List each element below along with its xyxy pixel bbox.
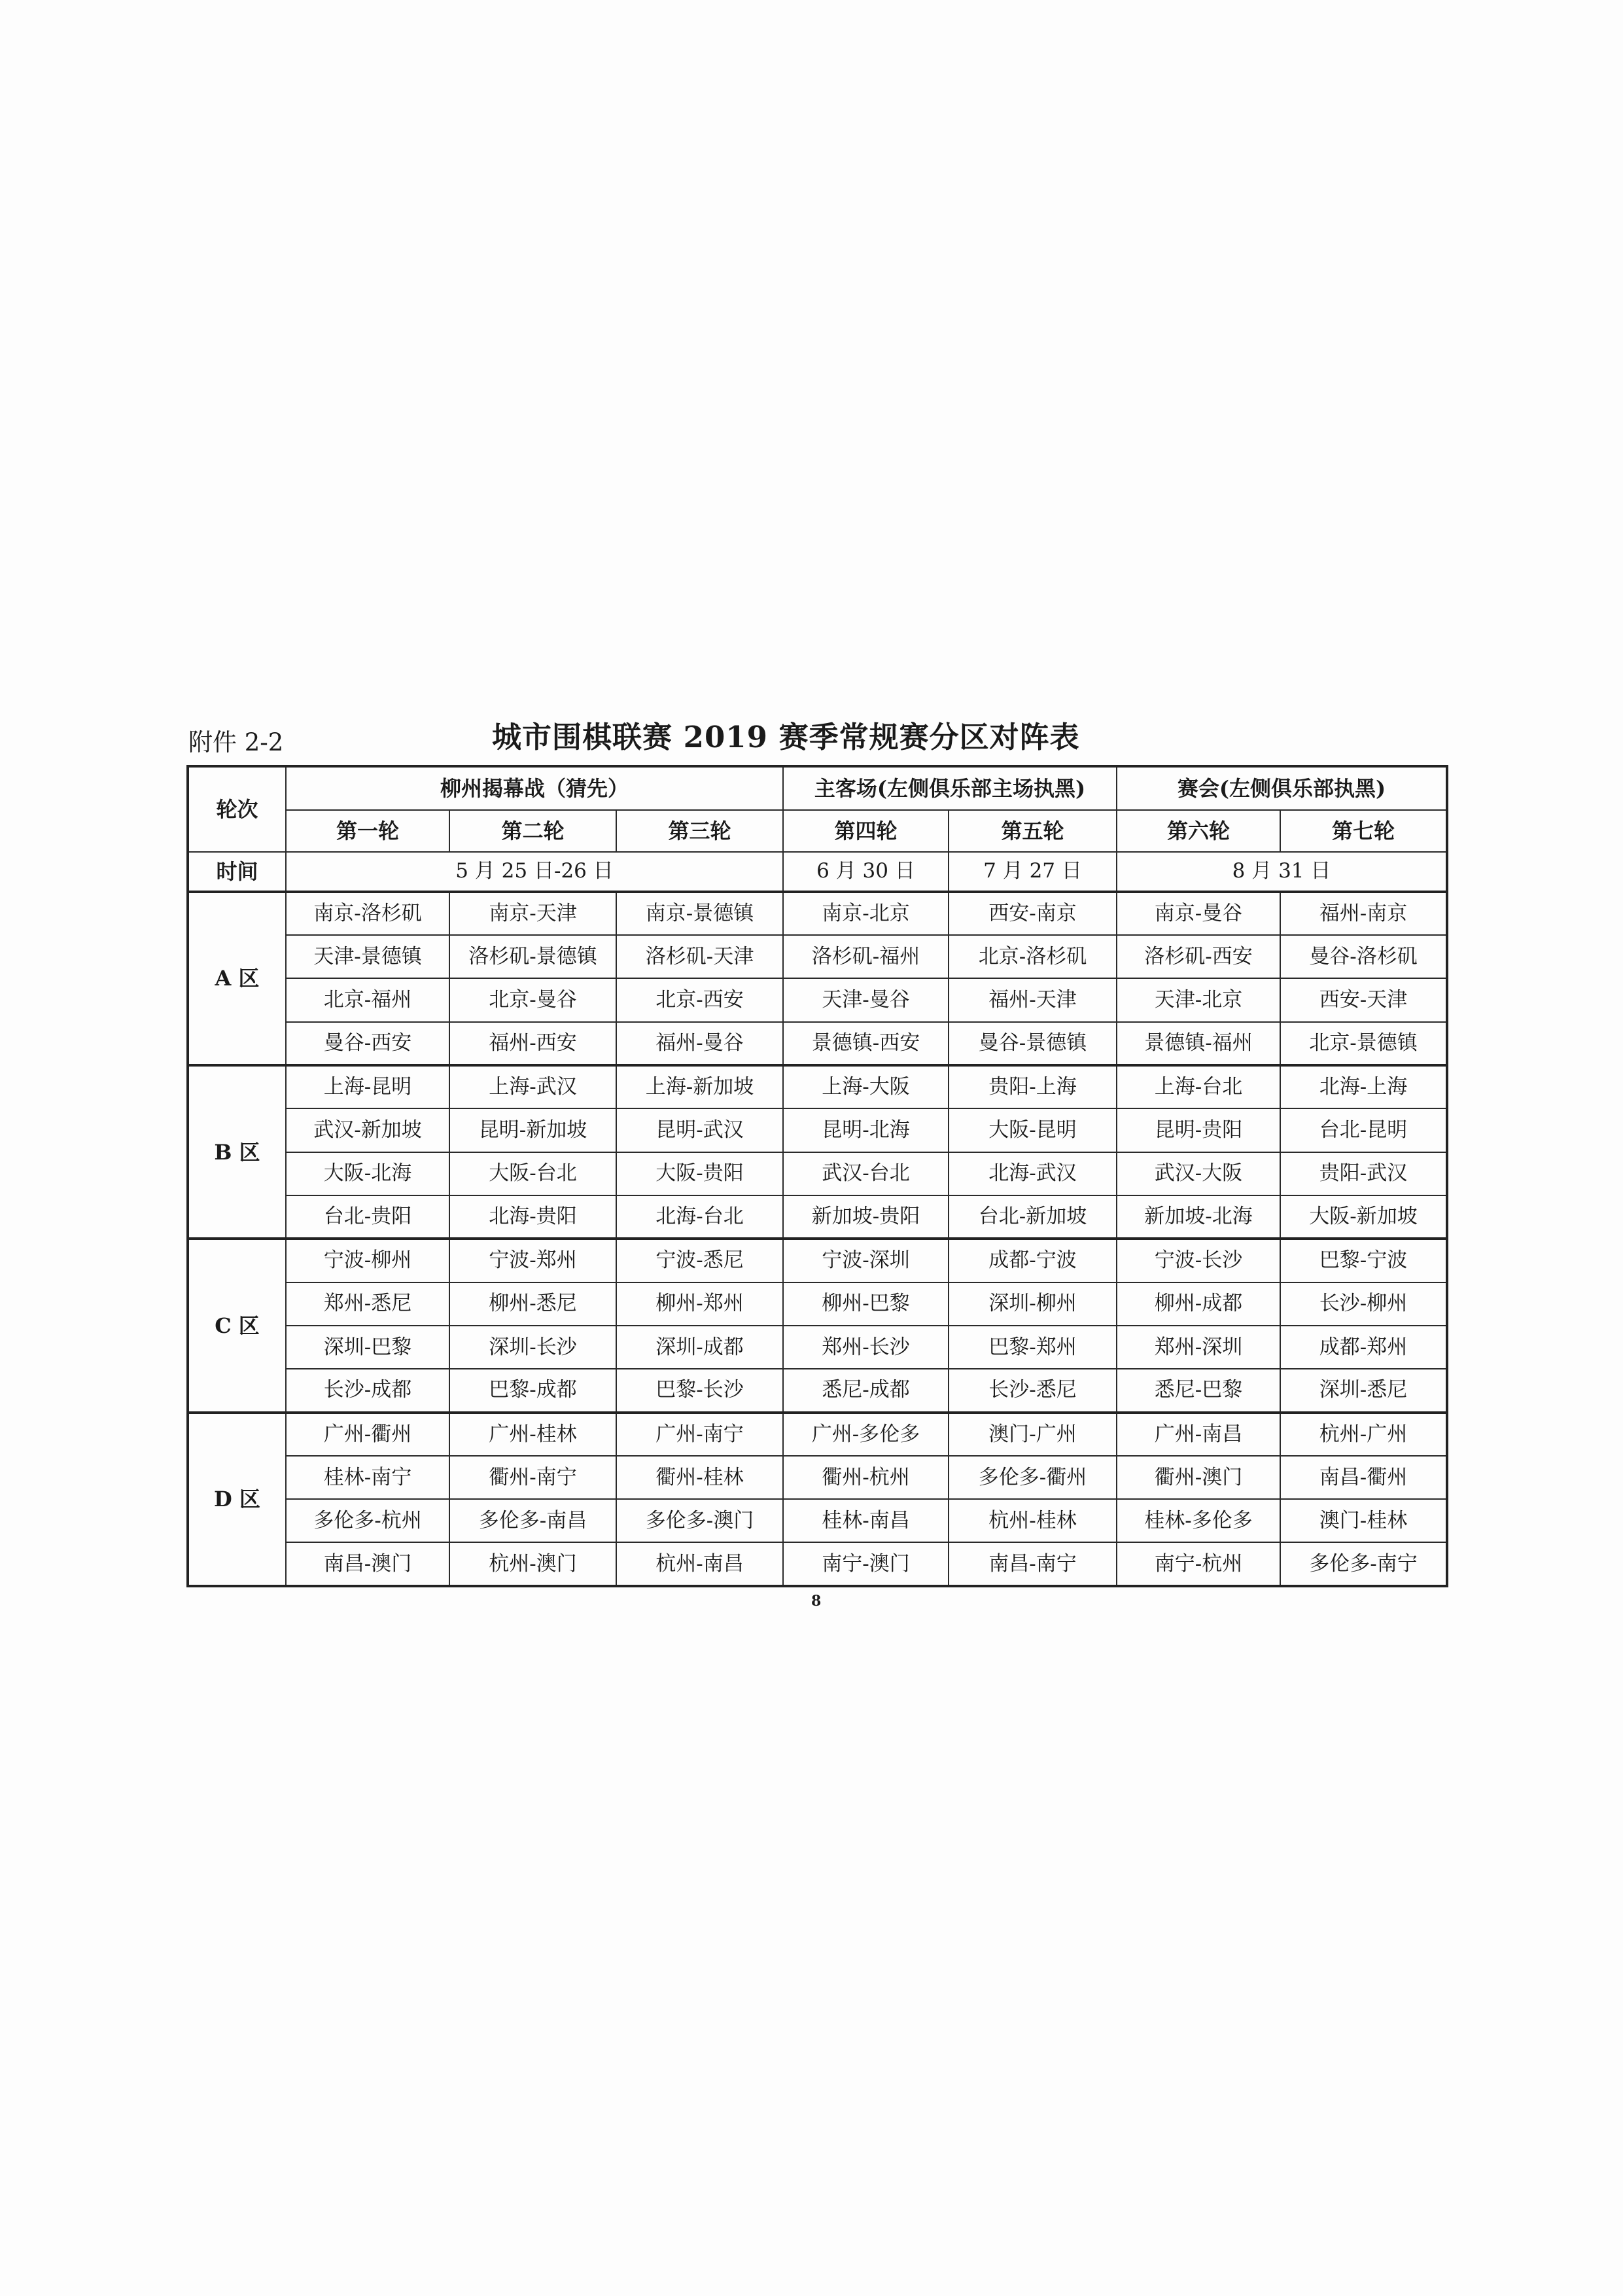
match-cell: 宁波-深圳 [783,1239,949,1282]
match-cell: 武汉-台北 [783,1152,949,1195]
match-cell: 成都-郑州 [1280,1326,1447,1369]
group-header-opening: 柳州揭幕战（猜先） [286,766,783,810]
match-cell: 大阪-台北 [449,1152,616,1195]
match-cell: 大阪-新加坡 [1280,1195,1447,1239]
match-cell: 台北-昆明 [1280,1108,1447,1152]
match-row [188,1413,1447,1456]
match-cell: 多伦多-澳门 [616,1499,783,1542]
match-cell: 台北-新加坡 [949,1195,1117,1239]
match-cell: 多伦多-南昌 [449,1499,616,1542]
attachment-label: 附件 2-2 [188,728,284,756]
match-cell: 衢州-杭州 [783,1456,949,1499]
match-cell: 杭州-澳门 [449,1542,616,1586]
match-cell: 郑州-深圳 [1117,1326,1280,1369]
zone-label: B 区 [188,1065,286,1239]
match-row [188,935,1447,978]
match-cell: 郑州-长沙 [783,1326,949,1369]
match-cell: 巴黎-成都 [449,1369,616,1412]
match-cell: 天津-曼谷 [783,978,949,1021]
match-cell: 昆明-北海 [783,1108,949,1152]
match-cell: 深圳-成都 [616,1326,783,1369]
match-row [188,892,1447,935]
zone-label: A 区 [188,892,286,1065]
match-cell: 澳门-广州 [949,1413,1117,1456]
match-cell: 多伦多-南宁 [1280,1542,1447,1586]
group-header-home-away: 主客场(左侧俱乐部主场执黑) [783,766,1117,810]
match-cell: 桂林-多伦多 [1117,1499,1280,1542]
match-cell: 长沙-柳州 [1280,1282,1447,1326]
schedule-table [186,765,1448,1587]
match-cell: 柳州-郑州 [616,1282,783,1326]
date-cell: 8 月 31 日 [1117,852,1447,892]
match-cell: 宁波-悉尼 [616,1239,783,1282]
match-cell: 北京-景德镇 [1280,1022,1447,1065]
match-cell: 衢州-桂林 [616,1456,783,1499]
match-cell: 广州-南宁 [616,1413,783,1456]
match-row [188,1239,1447,1282]
match-cell: 杭州-南昌 [616,1542,783,1586]
match-cell: 新加坡-贵阳 [783,1195,949,1239]
match-cell: 北海-武汉 [949,1152,1117,1195]
match-cell: 洛杉矶-西安 [1117,935,1280,978]
match-cell: 北京-福州 [286,978,449,1021]
match-cell: 上海-新加坡 [616,1065,783,1108]
match-cell: 武汉-新加坡 [286,1108,449,1152]
group-header-tournament: 赛会(左侧俱乐部执黑) [1117,766,1447,810]
match-cell: 上海-昆明 [286,1065,449,1108]
match-row [188,1542,1447,1586]
match-row [188,1456,1447,1499]
zone-label: C 区 [188,1239,286,1412]
round-header-cell: 轮次 [188,766,286,852]
match-cell: 南昌-澳门 [286,1542,449,1586]
zone-label: D 区 [188,1413,286,1586]
match-cell: 桂林-南宁 [286,1456,449,1499]
date-cell: 6 月 30 日 [783,852,949,892]
round-header: 第三轮 [616,810,783,851]
match-cell: 南京-北京 [783,892,949,935]
match-cell: 南京-曼谷 [1117,892,1280,935]
match-cell: 宁波-长沙 [1117,1239,1280,1282]
match-cell: 南宁-澳门 [783,1542,949,1586]
match-cell: 广州-多伦多 [783,1413,949,1456]
match-row [188,1022,1447,1065]
round-header-row [188,810,1447,851]
match-cell: 成都-宁波 [949,1239,1117,1282]
match-cell: 洛杉矶-景德镇 [449,935,616,978]
document-title: 城市围棋联赛 2019 赛季常规赛分区对阵表 [492,720,1080,754]
match-cell: 昆明-贵阳 [1117,1108,1280,1152]
page-number: 8 [811,1593,822,1610]
match-cell: 宁波-郑州 [449,1239,616,1282]
time-header-cell: 时间 [188,852,286,892]
match-cell: 长沙-成都 [286,1369,449,1412]
group-header-row [188,766,1447,810]
match-cell: 巴黎-长沙 [616,1369,783,1412]
match-cell: 上海-武汉 [449,1065,616,1108]
match-cell: 北海-贵阳 [449,1195,616,1239]
match-cell: 北京-西安 [616,978,783,1021]
match-row [188,1499,1447,1542]
match-cell: 曼谷-西安 [286,1022,449,1065]
match-cell: 南宁-杭州 [1117,1542,1280,1586]
match-cell: 宁波-柳州 [286,1239,449,1282]
round-header: 第七轮 [1280,810,1447,851]
round-header: 第二轮 [449,810,616,851]
match-cell: 北京-曼谷 [449,978,616,1021]
match-row [188,1152,1447,1195]
match-cell: 长沙-悉尼 [949,1369,1117,1412]
round-header: 第五轮 [949,810,1117,851]
match-cell: 广州-桂林 [449,1413,616,1456]
match-cell: 大阪-北海 [286,1152,449,1195]
match-row [188,1369,1447,1412]
match-cell: 贵阳-上海 [949,1065,1117,1108]
match-cell: 南京-景德镇 [616,892,783,935]
match-cell: 景德镇-福州 [1117,1022,1280,1065]
match-cell: 上海-大阪 [783,1065,949,1108]
match-cell: 悉尼-成都 [783,1369,949,1412]
match-cell: 巴黎-郑州 [949,1326,1117,1369]
match-cell: 北京-洛杉矶 [949,935,1117,978]
match-cell: 深圳-悉尼 [1280,1369,1447,1412]
match-row [188,1282,1447,1326]
match-cell: 洛杉矶-福州 [783,935,949,978]
match-cell: 南京-天津 [449,892,616,935]
match-cell: 贵阳-武汉 [1280,1152,1447,1195]
round-header: 第一轮 [286,810,449,851]
match-cell: 多伦多-杭州 [286,1499,449,1542]
match-cell: 台北-贵阳 [286,1195,449,1239]
date-row [188,852,1447,892]
match-cell: 洛杉矶-天津 [616,935,783,978]
match-cell: 北海-上海 [1280,1065,1447,1108]
match-cell: 深圳-巴黎 [286,1326,449,1369]
match-row [188,978,1447,1021]
match-cell: 柳州-成都 [1117,1282,1280,1326]
match-cell: 福州-曼谷 [616,1022,783,1065]
match-row [188,1326,1447,1369]
match-cell: 昆明-武汉 [616,1108,783,1152]
match-cell: 西安-南京 [949,892,1117,935]
match-cell: 曼谷-洛杉矶 [1280,935,1447,978]
match-cell: 昆明-新加坡 [449,1108,616,1152]
match-cell: 巴黎-宁波 [1280,1239,1447,1282]
match-cell: 杭州-桂林 [949,1499,1117,1542]
match-cell: 衢州-澳门 [1117,1456,1280,1499]
match-cell: 澳门-桂林 [1280,1499,1447,1542]
match-row [188,1195,1447,1239]
match-cell: 天津-北京 [1117,978,1280,1021]
match-cell: 新加坡-北海 [1117,1195,1280,1239]
match-cell: 大阪-贵阳 [616,1152,783,1195]
match-cell: 多伦多-衢州 [949,1456,1117,1499]
round-header: 第六轮 [1117,810,1280,851]
match-cell: 西安-天津 [1280,978,1447,1021]
match-cell: 福州-西安 [449,1022,616,1065]
match-cell: 深圳-柳州 [949,1282,1117,1326]
date-cell: 5 月 25 日-26 日 [286,852,783,892]
match-cell: 广州-衢州 [286,1413,449,1456]
match-cell: 天津-景德镇 [286,935,449,978]
match-cell: 北海-台北 [616,1195,783,1239]
match-cell: 景德镇-西安 [783,1022,949,1065]
match-cell: 福州-天津 [949,978,1117,1021]
match-cell: 曼谷-景德镇 [949,1022,1117,1065]
match-cell: 南昌-衢州 [1280,1456,1447,1499]
match-cell: 深圳-长沙 [449,1326,616,1369]
match-cell: 武汉-大阪 [1117,1152,1280,1195]
match-cell: 桂林-南昌 [783,1499,949,1542]
match-cell: 大阪-昆明 [949,1108,1117,1152]
match-cell: 衢州-南宁 [449,1456,616,1499]
match-row [188,1065,1447,1108]
match-cell: 广州-南昌 [1117,1413,1280,1456]
match-cell: 郑州-悉尼 [286,1282,449,1326]
match-row [188,1108,1447,1152]
round-header: 第四轮 [783,810,949,851]
match-cell: 南昌-南宁 [949,1542,1117,1586]
match-cell: 柳州-悉尼 [449,1282,616,1326]
match-cell: 杭州-广州 [1280,1413,1447,1456]
date-cell: 7 月 27 日 [949,852,1117,892]
match-cell: 悉尼-巴黎 [1117,1369,1280,1412]
match-cell: 柳州-巴黎 [783,1282,949,1326]
match-cell: 南京-洛杉矶 [286,892,449,935]
match-cell: 上海-台北 [1117,1065,1280,1108]
match-cell: 福州-南京 [1280,892,1447,935]
